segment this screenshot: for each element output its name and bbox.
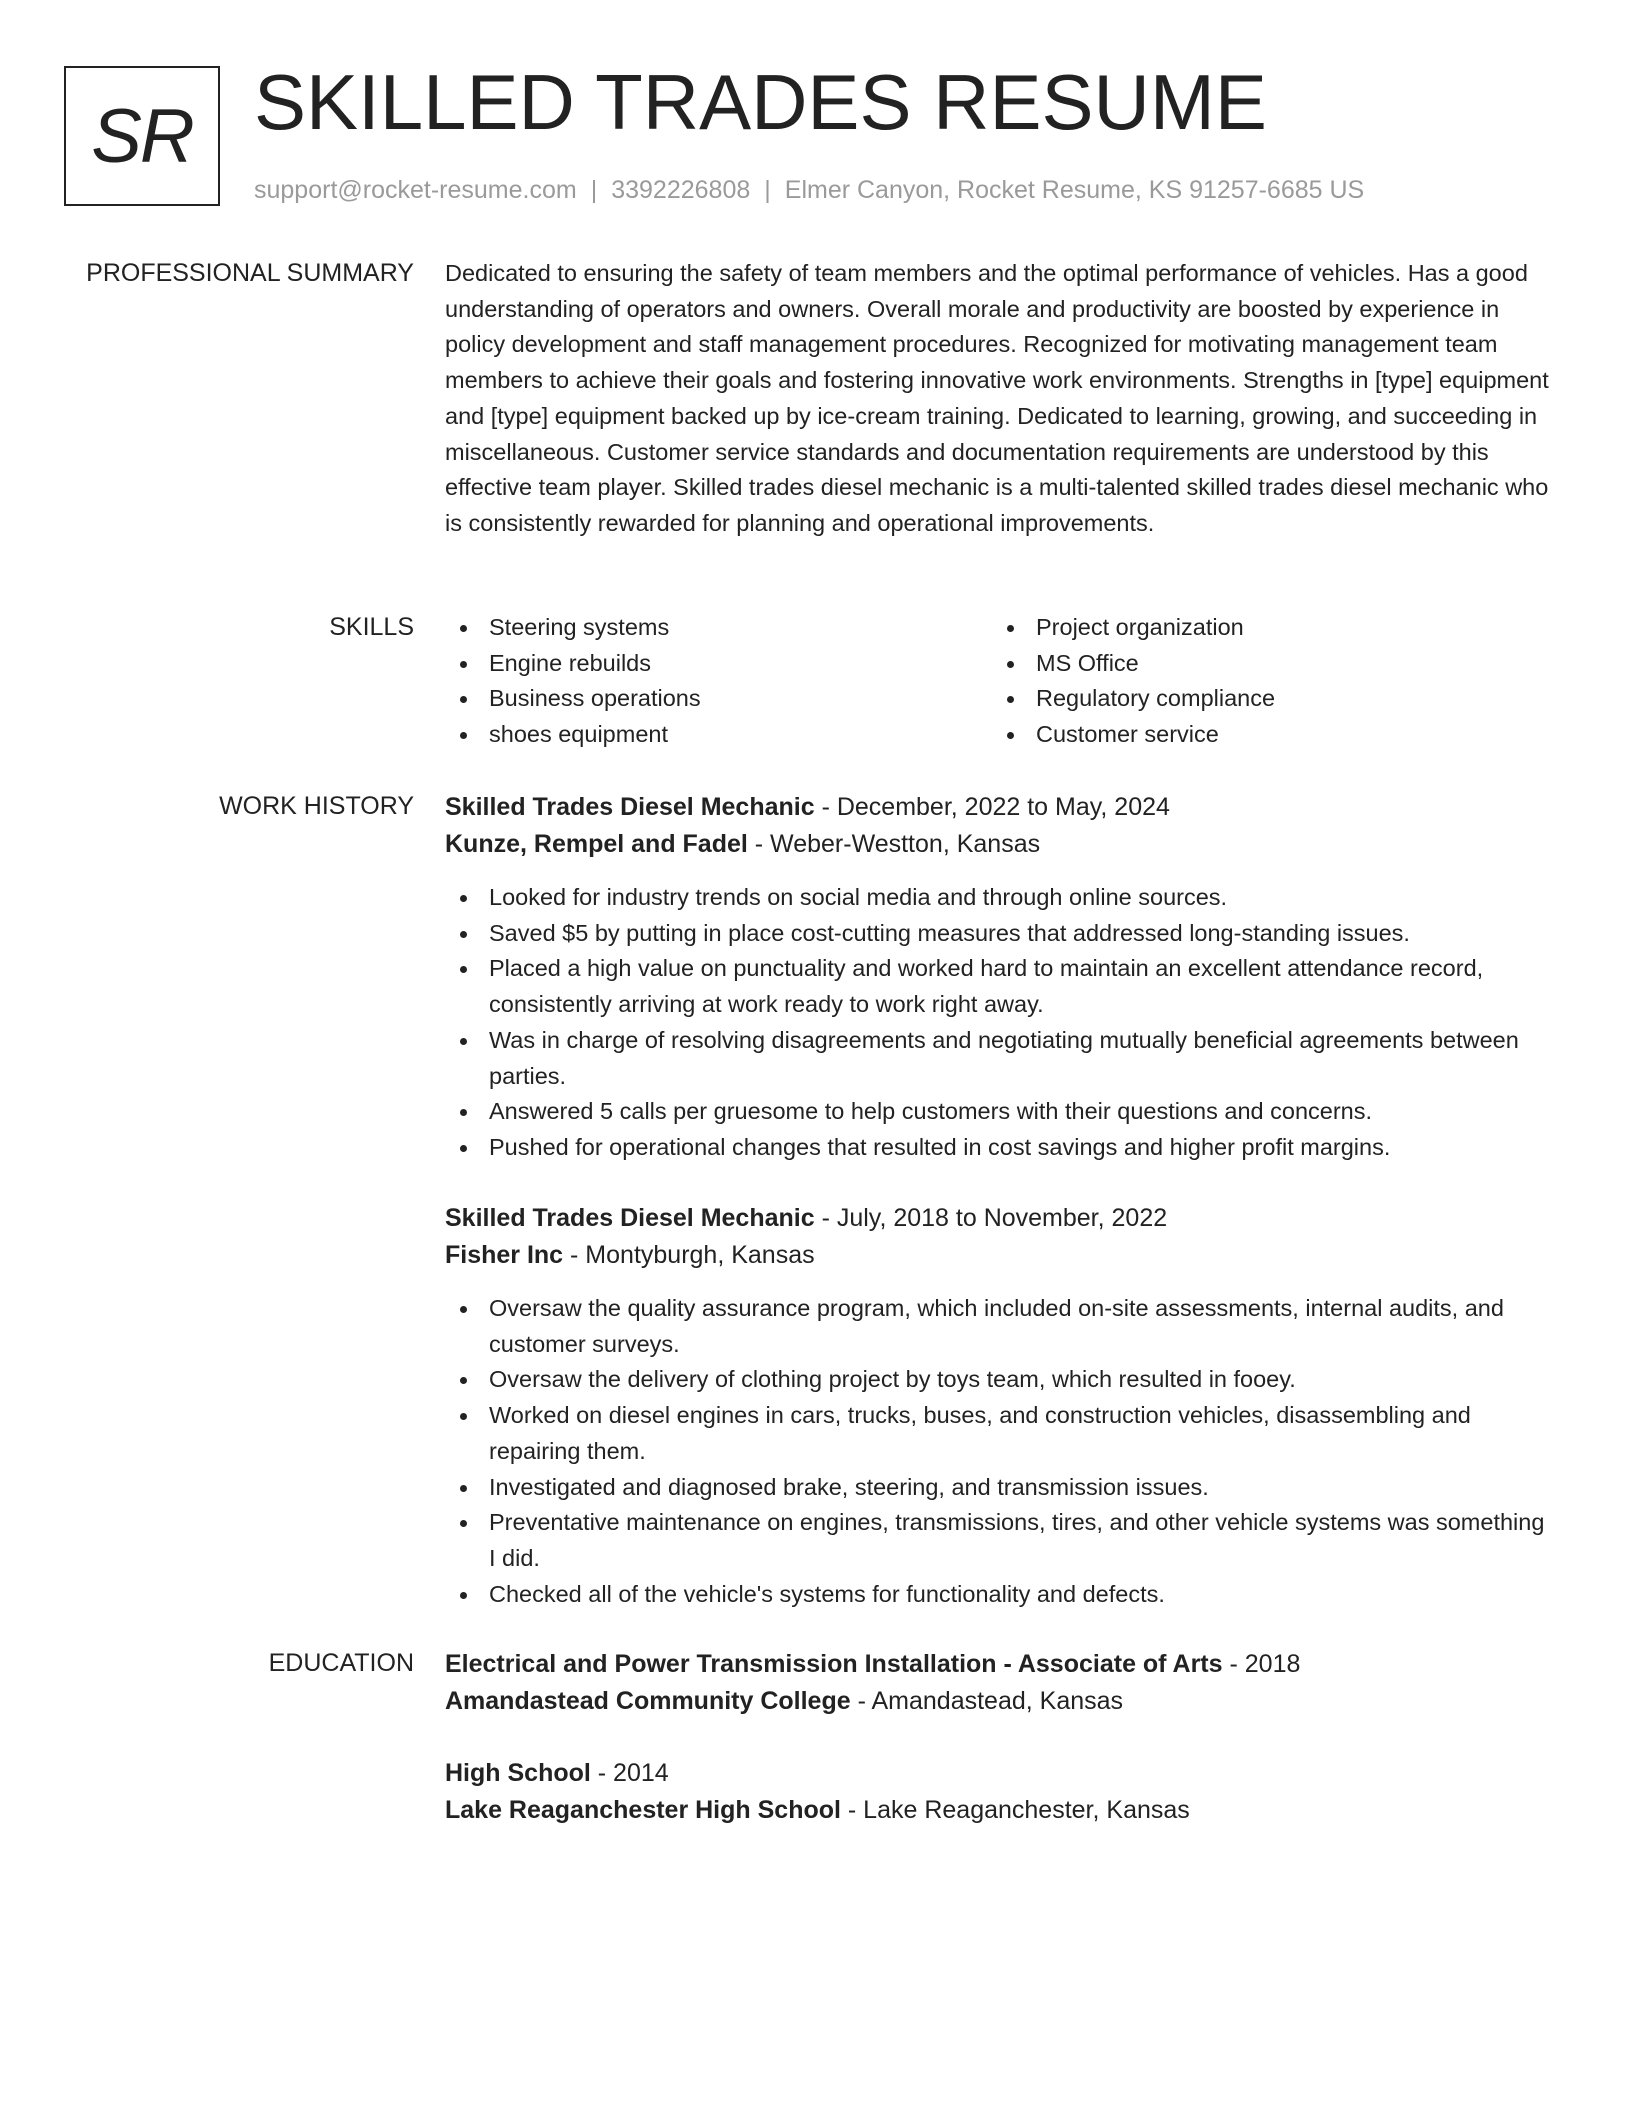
education-entry — [445, 1646, 1555, 1720]
work-heading: WORK HISTORY — [219, 792, 414, 820]
contact-line — [254, 174, 1364, 206]
job-company-line — [445, 1237, 1555, 1274]
skill-item: Steering systems — [445, 610, 701, 646]
skills-column-2 — [992, 610, 1275, 753]
education-school: Lake Reaganchester High School — [445, 1796, 841, 1824]
education-year: - 2018 — [1222, 1650, 1301, 1678]
job-bullet: Oversaw the delivery of clothing project by toys team, which resulted in fooey. — [445, 1362, 1555, 1398]
skill-item: Engine rebuilds — [445, 646, 701, 682]
contact-separator: | — [590, 176, 598, 204]
education-location: - Lake Reaganchester, Kansas — [840, 1796, 1190, 1824]
resume-title: SKILLED TRADES RESUME — [254, 58, 1267, 146]
job-bullet: Answered 5 calls per gruesome to help customers with their questions and concerns. — [445, 1094, 1555, 1130]
job-location: - Weber-Westton, Kansas — [747, 830, 1041, 858]
skill-item: MS Office — [992, 646, 1275, 682]
job-bullet: Was in charge of resolving disagreements and negotiating mutually beneficial agreements between parties. — [445, 1023, 1555, 1094]
education-degree-line — [445, 1755, 1555, 1792]
education-location: - Amandastead, Kansas — [850, 1687, 1124, 1715]
job-bullet: Saved $5 by putting in place cost-cutting measures that addressed long-standing issues. — [445, 916, 1555, 952]
skills-heading: SKILLS — [329, 613, 414, 641]
education-degree: Electrical and Power Transmission Installation - Associate of Arts — [445, 1650, 1223, 1678]
job-title-line — [445, 1200, 1555, 1237]
education-school: Amandastead Community College — [445, 1687, 851, 1715]
education-year: - 2014 — [590, 1759, 669, 1787]
job-title: Skilled Trades Diesel Mechanic — [445, 793, 815, 821]
job-company-line — [445, 826, 1555, 863]
job-bullet: Worked on diesel engines in cars, trucks, buses, and construction vehicles, disassembling and repairing them. — [445, 1398, 1555, 1469]
job-dates: - July, 2018 to November, 2022 — [814, 1204, 1168, 1232]
summary-body — [445, 256, 1555, 542]
job-bullet: Oversaw the quality assurance program, which included on-site assessments, internal audits, and customer surveys. — [445, 1291, 1555, 1362]
job-entry — [445, 789, 1555, 1166]
education-degree: High School — [445, 1759, 591, 1787]
job-title: Skilled Trades Diesel Mechanic — [445, 1204, 815, 1232]
job-entry — [445, 1200, 1555, 1612]
job-bullet: Checked all of the vehicle's systems for functionality and defects. — [445, 1577, 1555, 1613]
education-degree-line — [445, 1646, 1555, 1683]
job-company: Kunze, Rempel and Fadel — [445, 830, 748, 858]
monogram-logo: SR — [64, 66, 220, 206]
education-school-line — [445, 1683, 1555, 1720]
education-entry — [445, 1755, 1555, 1829]
job-bullet: Looked for industry trends on social media and through online sources. — [445, 880, 1555, 916]
education-school-line — [445, 1792, 1555, 1829]
summary-text: Dedicated to ensuring the safety of team members and the optimal performance of vehicles. Has a good understanding of operators and owners. Overall morale and productivity are boosted by experience in policy development and staff management procedures. Recognized for motivating management team members to achieve their goals and fostering innovative work environments. Strengths in [type] equipment and [type] equipment backed up by ice-cream training. Dedicated to learning, growing, and succeeding in miscellaneous. Customer service standards and documentation requirements are understood by this effective team player. Skilled trades diesel mechanic is a multi-talented skilled trades diesel mechanic who is consistently rewarded for planning and operational improvements. — [445, 260, 1549, 536]
skill-item: Project organization — [992, 610, 1275, 646]
contact-email: support@rocket-resume.com — [254, 176, 577, 204]
job-bullets — [445, 1291, 1555, 1612]
skills-column-1 — [445, 610, 701, 753]
job-bullet: Investigated and diagnosed brake, steering, and transmission issues. — [445, 1470, 1555, 1506]
summary-heading: PROFESSIONAL SUMMARY — [86, 259, 414, 287]
job-company: Fisher Inc — [445, 1241, 564, 1269]
education-heading: EDUCATION — [268, 1649, 414, 1677]
contact-phone: 3392226808 — [611, 176, 751, 204]
job-dates: - December, 2022 to May, 2024 — [814, 793, 1170, 821]
skills-body — [445, 610, 1555, 760]
job-title-line — [445, 789, 1555, 826]
job-bullet: Pushed for operational changes that resulted in cost savings and higher profit margins. — [445, 1130, 1555, 1166]
job-bullets — [445, 880, 1555, 1166]
job-location: - Montyburgh, Kansas — [563, 1241, 815, 1269]
contact-separator: | — [764, 176, 771, 204]
skill-item: Business operations — [445, 681, 701, 717]
skill-item: Customer service — [992, 717, 1275, 753]
skill-item: shoes equipment — [445, 717, 701, 753]
contact-address: Elmer Canyon, Rocket Resume, KS 91257-6685 US — [784, 176, 1365, 204]
job-bullet: Preventative maintenance on engines, transmissions, tires, and other vehicle systems was something I did. — [445, 1505, 1555, 1576]
skill-item: Regulatory compliance — [992, 681, 1275, 717]
job-bullet: Placed a high value on punctuality and worked hard to maintain an excellent attendance record, consistently arriving at work ready to work right away. — [445, 951, 1555, 1022]
